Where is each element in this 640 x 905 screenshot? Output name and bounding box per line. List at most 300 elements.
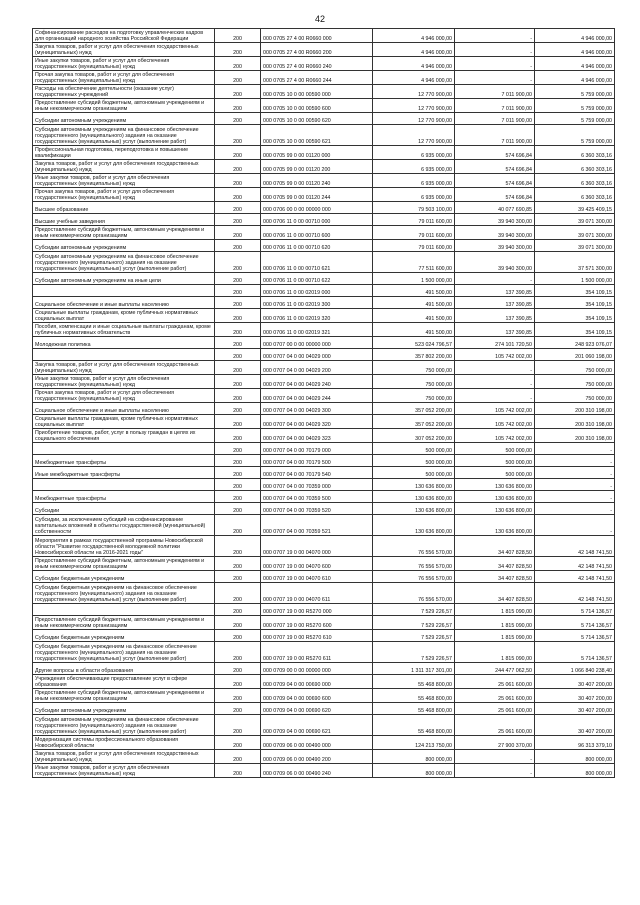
row-name: Иные закупки товаров, работ и услуг для обеспечения государственных (муниципальных) нужд: [33, 57, 215, 71]
row-name: Пособия, компенсации и иные социальные выплаты гражданам, кроме публичных нормативных обязательств: [33, 323, 215, 337]
row-approved-amount: 76 556 570,00: [373, 536, 455, 557]
row-approved-amount: 750 000,00: [373, 375, 455, 389]
row-executed-amount: 105 742 002,00: [455, 349, 535, 361]
table-row: [33, 71, 615, 85]
row-approved-amount: 79 011 600,00: [373, 226, 455, 240]
table-row: [33, 323, 615, 337]
row-executed-amount: 7 011 900,00: [455, 113, 535, 125]
row-unexecuted-amount: 354 109,15: [535, 309, 615, 323]
table-row: [33, 455, 615, 467]
row-line-code: 200: [215, 571, 261, 583]
page-number: 42: [314, 14, 325, 24]
row-budget-code: 000 0707 04 0 00 04029 323: [261, 429, 373, 443]
row-unexecuted-amount: 6 360 303,16: [535, 174, 615, 188]
row-budget-code: 000 0707 04 0 00 70179 500: [261, 455, 373, 467]
row-executed-amount: 130 636 800,00: [455, 491, 535, 503]
row-line-code: 200: [215, 85, 261, 99]
table-row: [33, 99, 615, 113]
table-row: [33, 703, 615, 715]
row-line-code: 200: [215, 309, 261, 323]
table-row: [33, 467, 615, 479]
row-approved-amount: 800 000,00: [373, 764, 455, 778]
row-unexecuted-amount: 354 109,15: [535, 297, 615, 309]
row-approved-amount: 800 000,00: [373, 750, 455, 764]
row-unexecuted-amount: 39 071 300,00: [535, 240, 615, 252]
row-approved-amount: 4 946 000,00: [373, 43, 455, 57]
row-executed-amount: 574 696,84: [455, 160, 535, 174]
table-row: [33, 202, 615, 214]
table-row: [33, 389, 615, 403]
row-unexecuted-amount: 354 109,15: [535, 285, 615, 297]
table-row: [33, 273, 615, 285]
row-unexecuted-amount: 30 407 200,00: [535, 703, 615, 715]
row-line-code: 200: [215, 703, 261, 715]
row-name: Субсидии автономным учреждениям: [33, 703, 215, 715]
row-name: Межбюджетные трансферты: [33, 455, 215, 467]
row-executed-amount: 244 477 062,50: [455, 663, 535, 675]
row-unexecuted-amount: 200 310 198,00: [535, 429, 615, 443]
row-line-code: 200: [215, 491, 261, 503]
row-executed-amount: -: [455, 29, 535, 43]
row-approved-amount: 1 500 000,00: [373, 273, 455, 285]
row-line-code: 200: [215, 273, 261, 285]
row-executed-amount: 274 101 720,50: [455, 337, 535, 349]
table-row: [33, 764, 615, 778]
table-row: [33, 337, 615, 349]
row-executed-amount: 1 815 090,00: [455, 642, 535, 663]
row-approved-amount: 307 052 200,00: [373, 429, 455, 443]
row-executed-amount: -: [455, 361, 535, 375]
row-approved-amount: 491 500,00: [373, 323, 455, 337]
row-executed-amount: 25 061 600,00: [455, 703, 535, 715]
row-name: Софинансирование расходов на подготовку управленческих кадров для организаций народного хозяйства Российской Федерации: [33, 29, 215, 43]
row-unexecuted-amount: 96 313 379,10: [535, 736, 615, 750]
row-approved-amount: 12 770 900,00: [373, 125, 455, 146]
table-row: [33, 736, 615, 750]
row-unexecuted-amount: 30 407 200,00: [535, 715, 615, 736]
row-budget-code: 000 0707 19 0 00 R5270 610: [261, 630, 373, 642]
row-name: Расходы на обеспечение деятельности (оказание услуг) государственных учреждений: [33, 85, 215, 99]
row-line-code: 200: [215, 113, 261, 125]
row-line-code: 200: [215, 536, 261, 557]
row-approved-amount: 7 529 226,57: [373, 642, 455, 663]
table-row: [33, 616, 615, 630]
row-name: Межбюджетные трансферты: [33, 491, 215, 503]
row-executed-amount: 25 061 600,00: [455, 715, 535, 736]
row-budget-code: 000 0705 27 4 00 R0660 200: [261, 43, 373, 57]
row-budget-code: 000 0707 19 0 00 04070 610: [261, 571, 373, 583]
row-unexecuted-amount: 6 360 303,16: [535, 146, 615, 160]
row-unexecuted-amount: 42 148 741,50: [535, 557, 615, 571]
row-budget-code: 000 0706 11 0 00 00710 621: [261, 252, 373, 273]
row-approved-amount: 76 556 570,00: [373, 571, 455, 583]
table-row: [33, 429, 615, 443]
row-name: Предоставление субсидий бюджетным, автономным учреждениям и иным некоммерческим организациям: [33, 689, 215, 703]
row-name: Прочая закупка товаров, работ и услуг для обеспечения государственных (муниципальных) нужд: [33, 188, 215, 202]
row-budget-code: 000 0707 19 0 00 R5270 000: [261, 604, 373, 616]
table-row: [33, 113, 615, 125]
row-unexecuted-amount: 30 407 200,00: [535, 689, 615, 703]
row-budget-code: 000 0705 99 0 00 01120 240: [261, 174, 373, 188]
row-line-code: 200: [215, 479, 261, 491]
row-line-code: 200: [215, 389, 261, 403]
row-unexecuted-amount: 800 000,00: [535, 750, 615, 764]
row-executed-amount: 34 407 828,50: [455, 571, 535, 583]
table-row: [33, 571, 615, 583]
row-unexecuted-amount: 37 571 300,00: [535, 252, 615, 273]
row-name: Субсидии автономным учреждениям: [33, 240, 215, 252]
row-name: Предоставление субсидий бюджетным, автономным учреждениям и иным некоммерческим организациям: [33, 616, 215, 630]
row-name: Субсидии автономным учреждениям на финансовое обеспечение государственного (муниципального) задания на оказание государственных (муниципальных) услуг (выполнение работ): [33, 715, 215, 736]
row-line-code: 200: [215, 415, 261, 429]
table-row: [33, 536, 615, 557]
table-row: [33, 583, 615, 604]
row-budget-code: 000 0707 19 0 00 04070 600: [261, 557, 373, 571]
row-executed-amount: 137 390,85: [455, 309, 535, 323]
row-approved-amount: 500 000,00: [373, 443, 455, 455]
row-unexecuted-amount: 5 714 136,57: [535, 604, 615, 616]
row-unexecuted-amount: 6 360 303,16: [535, 160, 615, 174]
row-name: Молодежная политика: [33, 337, 215, 349]
row-budget-code: 000 0707 04 0 00 04029 244: [261, 389, 373, 403]
row-unexecuted-amount: 39 071 300,00: [535, 214, 615, 226]
row-unexecuted-amount: 5 714 136,57: [535, 642, 615, 663]
row-executed-amount: 39 940 300,00: [455, 214, 535, 226]
row-approved-amount: 55 468 800,00: [373, 703, 455, 715]
row-executed-amount: 40 077 690,85: [455, 202, 535, 214]
row-line-code: 200: [215, 455, 261, 467]
table-row: [33, 415, 615, 429]
row-name: [33, 604, 215, 616]
row-budget-code: 000 0706 11 0 00 02019 000: [261, 285, 373, 297]
budget-report-table: [32, 28, 615, 778]
row-budget-code: 000 0705 99 0 00 01120 200: [261, 160, 373, 174]
row-approved-amount: 357 802 200,00: [373, 349, 455, 361]
row-executed-amount: 1 815 090,00: [455, 630, 535, 642]
row-approved-amount: 12 770 900,00: [373, 113, 455, 125]
row-line-code: 200: [215, 71, 261, 85]
row-budget-code: 000 0707 19 0 00 04070 611: [261, 583, 373, 604]
row-approved-amount: 130 636 800,00: [373, 479, 455, 491]
row-line-code: 200: [215, 240, 261, 252]
row-name: Субсидии бюджетным учреждениям: [33, 571, 215, 583]
row-approved-amount: 357 052 200,00: [373, 403, 455, 415]
row-line-code: 200: [215, 297, 261, 309]
row-budget-code: 000 0705 10 0 00 00590 621: [261, 125, 373, 146]
row-approved-amount: 4 946 000,00: [373, 71, 455, 85]
table-row: [33, 557, 615, 571]
row-name: [33, 443, 215, 455]
row-budget-code: 000 0707 04 0 00 70359 500: [261, 491, 373, 503]
row-executed-amount: 137 390,85: [455, 297, 535, 309]
row-unexecuted-amount: -: [535, 503, 615, 515]
row-executed-amount: 1 815 090,00: [455, 604, 535, 616]
table-row: [33, 443, 615, 455]
row-line-code: 200: [215, 557, 261, 571]
row-approved-amount: 77 511 600,00: [373, 252, 455, 273]
row-approved-amount: 4 946 000,00: [373, 29, 455, 43]
row-unexecuted-amount: 39 071 300,00: [535, 226, 615, 240]
row-budget-code: 000 0709 06 0 00 00490 240: [261, 764, 373, 778]
row-name: Социальные выплаты гражданам, кроме публичных нормативных социальных выплат: [33, 309, 215, 323]
table-row: [33, 403, 615, 415]
row-executed-amount: 574 696,84: [455, 188, 535, 202]
row-name: Предоставление субсидий бюджетным, автономным учреждениям и иным некоммерческим организациям: [33, 557, 215, 571]
table-row: [33, 214, 615, 226]
row-unexecuted-amount: 4 946 000,00: [535, 43, 615, 57]
row-line-code: 200: [215, 583, 261, 604]
row-approved-amount: 7 529 226,57: [373, 604, 455, 616]
row-line-code: 200: [215, 630, 261, 642]
row-unexecuted-amount: -: [535, 491, 615, 503]
row-budget-code: 000 0706 11 0 00 00710 620: [261, 240, 373, 252]
row-unexecuted-amount: 354 109,15: [535, 323, 615, 337]
row-budget-code: 000 0705 99 0 00 01120 000: [261, 146, 373, 160]
row-name: Иные межбюджетные трансферты: [33, 467, 215, 479]
row-name: Субсидии автономным учреждениям на финансовое обеспечение государственного (муниципального) задания на оказание государственных (муниципальных) услуг (выполнение работ): [33, 125, 215, 146]
row-approved-amount: 55 468 800,00: [373, 715, 455, 736]
row-name: Иные закупки товаров, работ и услуг для обеспечения государственных (муниципальных) нужд: [33, 764, 215, 778]
row-approved-amount: 7 529 226,57: [373, 630, 455, 642]
row-unexecuted-amount: 750 000,00: [535, 375, 615, 389]
row-unexecuted-amount: 750 000,00: [535, 389, 615, 403]
table-row: [33, 125, 615, 146]
row-executed-amount: 500 000,00: [455, 443, 535, 455]
table-row: [33, 604, 615, 616]
row-name: Социальное обеспечение и иные выплаты населению: [33, 297, 215, 309]
row-unexecuted-amount: 800 000,00: [535, 764, 615, 778]
table-row: [33, 479, 615, 491]
row-approved-amount: 124 213 750,00: [373, 736, 455, 750]
table-row: [33, 750, 615, 764]
table-row: [33, 226, 615, 240]
row-budget-code: 000 0707 04 0 00 70179 000: [261, 443, 373, 455]
row-executed-amount: 25 061 600,00: [455, 689, 535, 703]
row-unexecuted-amount: 1 500 000,00: [535, 273, 615, 285]
row-line-code: 200: [215, 146, 261, 160]
row-executed-amount: 137 390,85: [455, 285, 535, 297]
row-approved-amount: 6 935 000,00: [373, 146, 455, 160]
row-budget-code: 000 0707 04 0 00 70359 000: [261, 479, 373, 491]
row-line-code: 200: [215, 285, 261, 297]
row-executed-amount: 1 815 090,00: [455, 616, 535, 630]
table-row: [33, 85, 615, 99]
table-row: [33, 515, 615, 536]
row-budget-code: 000 0707 04 0 00 04029 000: [261, 349, 373, 361]
table-row: [33, 642, 615, 663]
row-name: Субсидии автономным учреждениям на иные цели: [33, 273, 215, 285]
row-budget-code: 000 0709 04 0 00 00690 621: [261, 715, 373, 736]
row-unexecuted-amount: -: [535, 479, 615, 491]
row-unexecuted-amount: 200 310 198,00: [535, 403, 615, 415]
row-executed-amount: 34 407 828,50: [455, 536, 535, 557]
row-approved-amount: 7 529 226,57: [373, 616, 455, 630]
row-executed-amount: 7 011 900,00: [455, 125, 535, 146]
row-approved-amount: 357 052 200,00: [373, 415, 455, 429]
row-unexecuted-amount: 5 714 136,57: [535, 630, 615, 642]
row-unexecuted-amount: 200 310 198,00: [535, 415, 615, 429]
row-executed-amount: -: [455, 71, 535, 85]
row-name: Приобретение товаров, работ, услуг в пользу граждан в целях их социального обеспечения: [33, 429, 215, 443]
row-executed-amount: -: [455, 57, 535, 71]
table-row: [33, 174, 615, 188]
row-approved-amount: 79 503 100,00: [373, 202, 455, 214]
row-unexecuted-amount: 5 759 000,00: [535, 99, 615, 113]
row-name: Субсидии, за исключением субсидий на софинансирование капитальных вложений в объекты государственной (муниципальной) собственности: [33, 515, 215, 536]
row-executed-amount: 34 407 828,50: [455, 583, 535, 604]
row-executed-amount: -: [455, 750, 535, 764]
row-name: Модернизация системы профессионального образования Новосибирской области: [33, 736, 215, 750]
row-budget-code: 000 0706 11 0 00 02019 300: [261, 297, 373, 309]
row-line-code: 200: [215, 375, 261, 389]
row-budget-code: 000 0707 04 0 00 04029 240: [261, 375, 373, 389]
row-executed-amount: 574 696,84: [455, 174, 535, 188]
row-name: Мероприятия в рамках государственной программы Новосибирской области "Развитие государственной молодежной политики Новосибирской области на 2016-2021 годы": [33, 536, 215, 557]
row-executed-amount: 27 900 370,00: [455, 736, 535, 750]
row-budget-code: 000 0706 11 0 00 00710 600: [261, 226, 373, 240]
row-approved-amount: 12 770 900,00: [373, 85, 455, 99]
row-unexecuted-amount: 4 946 000,00: [535, 71, 615, 85]
row-budget-code: 000 0707 04 0 00 04029 320: [261, 415, 373, 429]
row-unexecuted-amount: -: [535, 443, 615, 455]
row-approved-amount: 491 500,00: [373, 285, 455, 297]
row-unexecuted-amount: 248 923 076,07: [535, 337, 615, 349]
row-line-code: 200: [215, 515, 261, 536]
row-unexecuted-amount: 4 946 000,00: [535, 29, 615, 43]
table-row: [33, 57, 615, 71]
row-approved-amount: 79 011 600,00: [373, 214, 455, 226]
row-executed-amount: 105 742 002,00: [455, 429, 535, 443]
row-budget-code: 000 0707 00 0 00 00000 000: [261, 337, 373, 349]
row-approved-amount: 4 946 000,00: [373, 57, 455, 71]
row-name: Предоставление субсидий бюджетным, автономным учреждениям и иным некоммерческим организациям: [33, 99, 215, 113]
row-line-code: 200: [215, 443, 261, 455]
row-name: Предоставление субсидий бюджетным, автономным учреждениям и иным некоммерческим организациям: [33, 226, 215, 240]
row-budget-code: 000 0707 04 0 00 70359 520: [261, 503, 373, 515]
row-name: Другие вопросы в области образования: [33, 663, 215, 675]
row-unexecuted-amount: 5 759 000,00: [535, 125, 615, 146]
table-row: [33, 285, 615, 297]
table-row: [33, 503, 615, 515]
table-row: [33, 630, 615, 642]
table-row: [33, 43, 615, 57]
row-name: [33, 285, 215, 297]
row-name: [33, 349, 215, 361]
row-unexecuted-amount: 6 360 303,16: [535, 188, 615, 202]
row-name: [33, 479, 215, 491]
row-executed-amount: 105 742 002,00: [455, 403, 535, 415]
row-line-code: 200: [215, 214, 261, 226]
row-executed-amount: 105 742 002,00: [455, 415, 535, 429]
row-approved-amount: 79 011 600,00: [373, 240, 455, 252]
row-budget-code: 000 0707 04 0 00 70179 540: [261, 467, 373, 479]
row-name: Закупка товаров, работ и услуг для обеспечения государственных (муниципальных) нужд: [33, 43, 215, 57]
row-unexecuted-amount: -: [535, 467, 615, 479]
row-line-code: 200: [215, 57, 261, 71]
row-name: Субсидии бюджетным учреждениям на финансовое обеспечение государственного (муниципального) задания на оказание государственных (муниципальных) услуг (выполнение работ): [33, 642, 215, 663]
row-line-code: 200: [215, 323, 261, 337]
row-line-code: 200: [215, 337, 261, 349]
row-line-code: 200: [215, 252, 261, 273]
row-line-code: 200: [215, 403, 261, 415]
row-line-code: 200: [215, 125, 261, 146]
row-approved-amount: 12 770 900,00: [373, 99, 455, 113]
row-unexecuted-amount: 5 714 136,57: [535, 616, 615, 630]
row-executed-amount: 130 636 800,00: [455, 515, 535, 536]
row-line-code: 200: [215, 750, 261, 764]
row-executed-amount: 130 636 800,00: [455, 503, 535, 515]
row-line-code: 200: [215, 764, 261, 778]
row-executed-amount: 137 390,85: [455, 323, 535, 337]
table-row: [33, 361, 615, 375]
row-approved-amount: 491 500,00: [373, 309, 455, 323]
table-row: [33, 252, 615, 273]
row-approved-amount: 750 000,00: [373, 389, 455, 403]
row-executed-amount: 39 940 300,00: [455, 252, 535, 273]
row-budget-code: 000 0707 19 0 00 R5270 611: [261, 642, 373, 663]
row-unexecuted-amount: -: [535, 455, 615, 467]
row-line-code: 200: [215, 675, 261, 689]
row-budget-code: 000 0709 04 0 00 00690 000: [261, 675, 373, 689]
row-executed-amount: 574 696,84: [455, 146, 535, 160]
row-approved-amount: 1 311 317 301,00: [373, 663, 455, 675]
row-budget-code: 000 0707 04 0 00 04029 200: [261, 361, 373, 375]
row-budget-code: 000 0706 11 0 00 00710 000: [261, 214, 373, 226]
row-line-code: 200: [215, 467, 261, 479]
row-approved-amount: 130 636 800,00: [373, 503, 455, 515]
row-budget-code: 000 0705 99 0 00 01120 244: [261, 188, 373, 202]
row-budget-code: 000 0706 00 0 00 00000 000: [261, 202, 373, 214]
row-name: Прочая закупка товаров, работ и услуг для обеспечения государственных (муниципальных) нужд: [33, 71, 215, 85]
row-line-code: 200: [215, 616, 261, 630]
row-line-code: 200: [215, 642, 261, 663]
row-line-code: 200: [215, 429, 261, 443]
row-executed-amount: 130 636 800,00: [455, 479, 535, 491]
row-executed-amount: -: [455, 375, 535, 389]
row-approved-amount: 55 468 800,00: [373, 689, 455, 703]
row-line-code: 200: [215, 43, 261, 57]
row-approved-amount: 500 000,00: [373, 455, 455, 467]
row-approved-amount: 523 024 796,57: [373, 337, 455, 349]
row-executed-amount: -: [455, 389, 535, 403]
row-executed-amount: -: [455, 273, 535, 285]
row-name: Социальные выплаты гражданам, кроме публичных нормативных социальных выплат: [33, 415, 215, 429]
row-budget-code: 000 0705 27 4 00 R0660 000: [261, 29, 373, 43]
row-executed-amount: -: [455, 764, 535, 778]
row-executed-amount: 25 061 600,00: [455, 675, 535, 689]
row-budget-code: 000 0705 10 0 00 00590 620: [261, 113, 373, 125]
row-executed-amount: -: [455, 43, 535, 57]
row-unexecuted-amount: 42 148 741,50: [535, 583, 615, 604]
table-row: [33, 349, 615, 361]
row-budget-code: 000 0706 11 0 00 00710 622: [261, 273, 373, 285]
row-name: Высшее образование: [33, 202, 215, 214]
row-line-code: 200: [215, 503, 261, 515]
row-budget-code: 000 0705 10 0 00 00590 600: [261, 99, 373, 113]
row-executed-amount: 34 407 828,50: [455, 557, 535, 571]
row-executed-amount: 39 940 300,00: [455, 240, 535, 252]
table-row: [33, 297, 615, 309]
table-row: [33, 29, 615, 43]
row-executed-amount: 500 000,00: [455, 467, 535, 479]
row-approved-amount: 55 468 800,00: [373, 675, 455, 689]
row-name: Профессиональная подготовка, переподготовка и повышение квалификации: [33, 146, 215, 160]
row-unexecuted-amount: 5 759 000,00: [535, 85, 615, 99]
row-unexecuted-amount: 42 148 741,50: [535, 571, 615, 583]
row-executed-amount: 7 011 900,00: [455, 99, 535, 113]
row-name: Субсидии бюджетным учреждениям на финансовое обеспечение государственного (муниципального) задания на оказание государственных (муниципальных) услуг (выполнение работ): [33, 583, 215, 604]
row-line-code: 200: [215, 99, 261, 113]
